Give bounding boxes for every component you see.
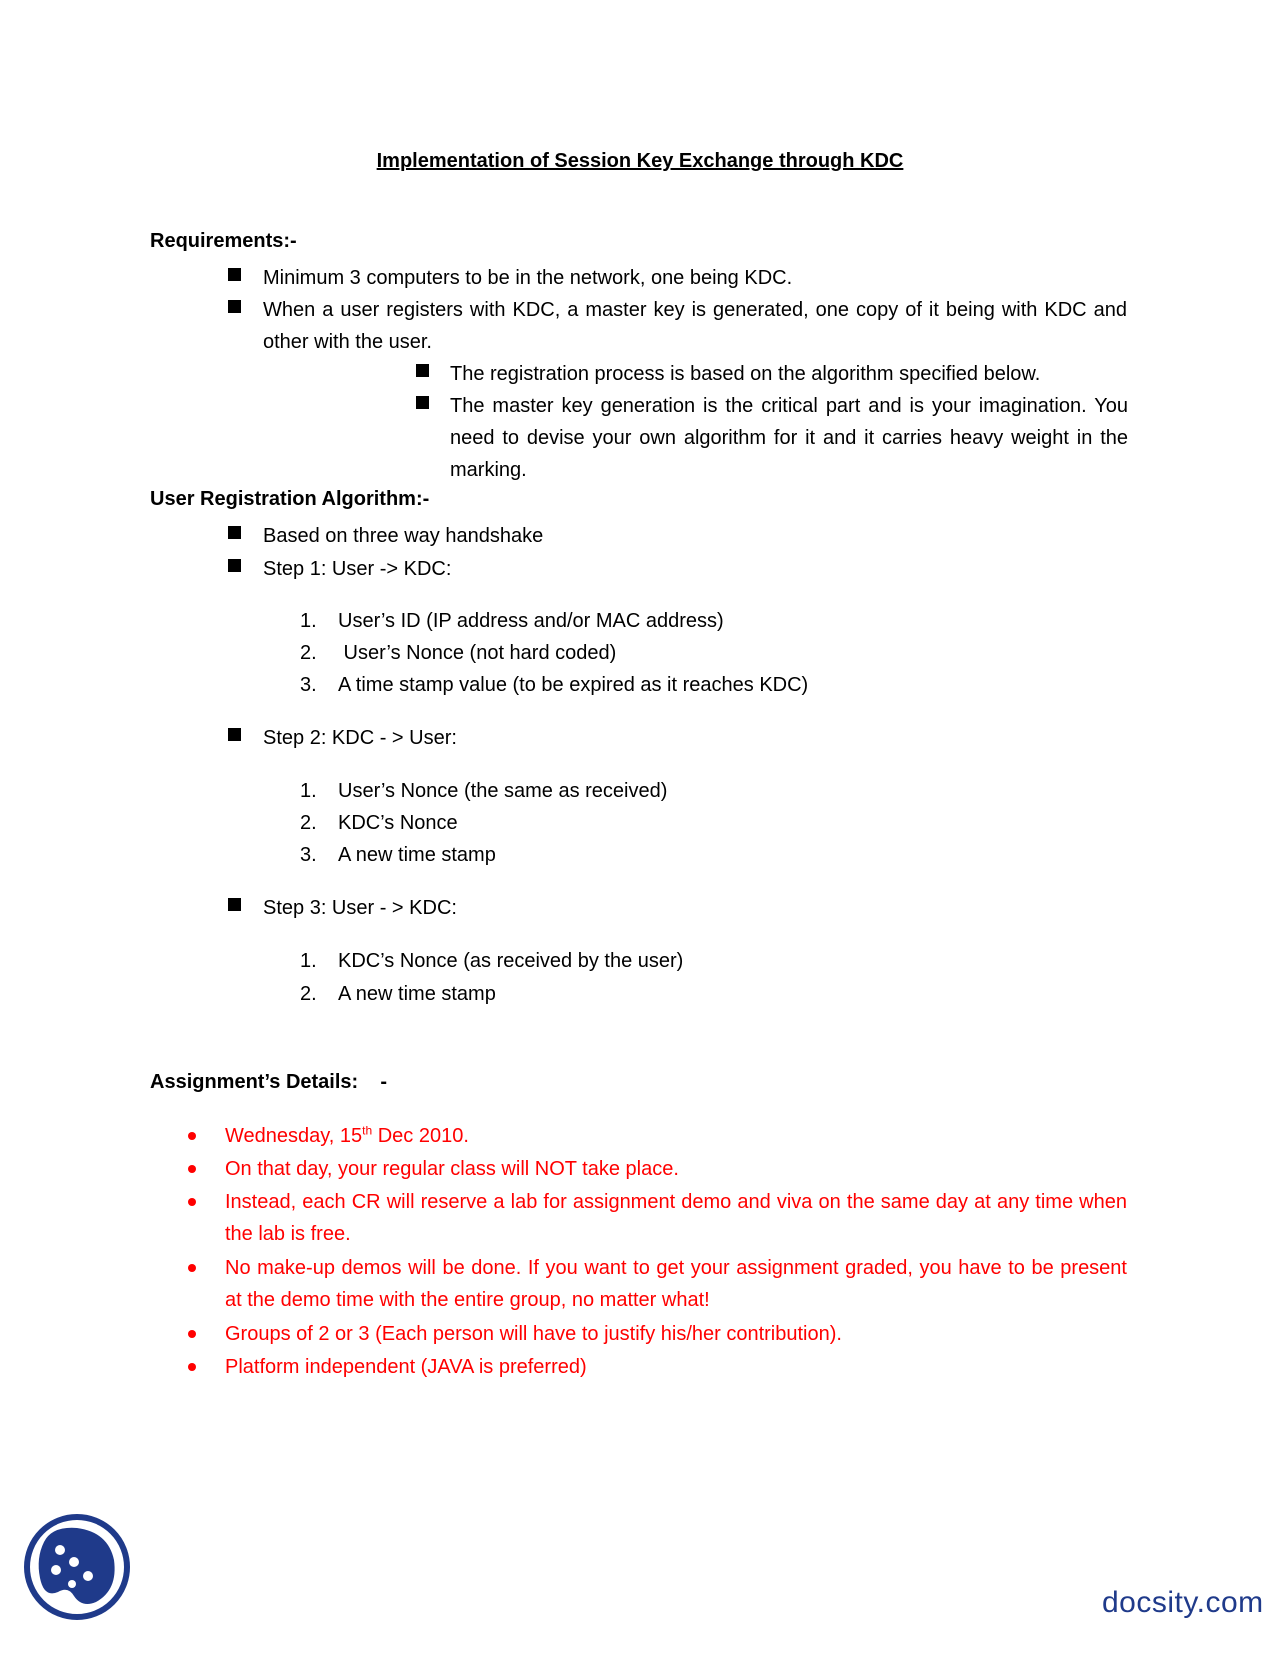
red-bullet-icon — [188, 1330, 196, 1338]
registration-intro: Based on three way handshake — [263, 525, 544, 547]
requirement-sub-item: The registration process is based on the algorithm specified below. — [450, 363, 1041, 385]
requirement-sub-item: The master key generation is the critical part and is your imagination. You need to devise your own algorithm for it and it carries heavy weight in the marking. — [450, 395, 1128, 481]
list-number: 1. — [300, 610, 317, 632]
red-bullet-icon — [188, 1165, 196, 1173]
assignment-item: Platform independent (JAVA is preferred) — [225, 1356, 587, 1378]
square-bullet-icon — [228, 728, 241, 741]
step-item: KDC’s Nonce — [338, 812, 458, 834]
step-label: Step 3: User - > KDC: — [263, 897, 457, 919]
list-number: 2. — [300, 642, 317, 664]
square-bullet-icon — [228, 526, 241, 539]
registration-heading: User Registration Algorithm:- — [150, 488, 430, 510]
square-bullet-icon — [416, 396, 429, 409]
assignment-heading: Assignment’s Details: - — [150, 1071, 388, 1093]
list-number: 2. — [300, 812, 317, 834]
docsity-brand-text[interactable]: docsity.com — [1102, 1586, 1264, 1619]
red-bullet-icon — [188, 1132, 196, 1140]
step-item: A new time stamp — [338, 844, 496, 866]
step-item: KDC’s Nonce (as received by the user) — [338, 950, 684, 972]
step-label: Step 1: User -> KDC: — [263, 558, 452, 580]
step-item: User’s Nonce (not hard coded) — [338, 642, 617, 664]
assignment-item: Instead, each CR will reserve a lab for assignment demo and viva on the same day at any time when the lab is free. — [225, 1191, 1127, 1245]
square-bullet-icon — [228, 559, 241, 572]
requirement-item: Minimum 3 computers to be in the network, one being KDC. — [263, 267, 793, 289]
step-label: Step 2: KDC - > User: — [263, 727, 457, 749]
list-number: 1. — [300, 780, 317, 802]
step-item: User’s Nonce (the same as received) — [338, 780, 668, 802]
step-item: User’s ID (IP address and/or MAC address) — [338, 610, 724, 632]
docsity-logo-icon — [22, 1512, 132, 1622]
list-number: 3. — [300, 844, 317, 866]
square-bullet-icon — [228, 300, 241, 313]
list-number: 2. — [300, 983, 317, 1005]
red-bullet-icon — [188, 1363, 196, 1371]
assignment-item: Groups of 2 or 3 (Each person will have to justify his/her contribution). — [225, 1323, 842, 1345]
list-number: 1. — [300, 950, 317, 972]
red-bullet-icon — [188, 1264, 196, 1272]
assignment-date — [225, 1120, 469, 1152]
date-suffix: Dec 2010. — [372, 1125, 469, 1147]
square-bullet-icon — [228, 898, 241, 911]
red-bullet-icon — [188, 1198, 196, 1206]
step-item: A time stamp value (to be expired as it reaches KDC) — [338, 674, 809, 696]
document-title: Implementation of Session Key Exchange through KDC — [376, 150, 904, 172]
list-number: 3. — [300, 674, 317, 696]
date-prefix: Wednesday, 15 — [225, 1125, 363, 1147]
date-ordinal: th — [362, 1123, 373, 1138]
requirements-heading: Requirements:- — [150, 230, 297, 252]
square-bullet-icon — [228, 268, 241, 281]
assignment-item: No make-up demos will be done. If you want to get your assignment graded, you have to be present at the demo time with the entire group, no matter what! — [225, 1257, 1127, 1311]
step-item: A new time stamp — [338, 983, 496, 1005]
assignment-item: On that day, your regular class will NOT take place. — [225, 1158, 679, 1180]
requirement-item: When a user registers with KDC, a master key is generated, one copy of it being with KDC and other with the user. — [263, 299, 1127, 353]
square-bullet-icon — [416, 364, 429, 377]
